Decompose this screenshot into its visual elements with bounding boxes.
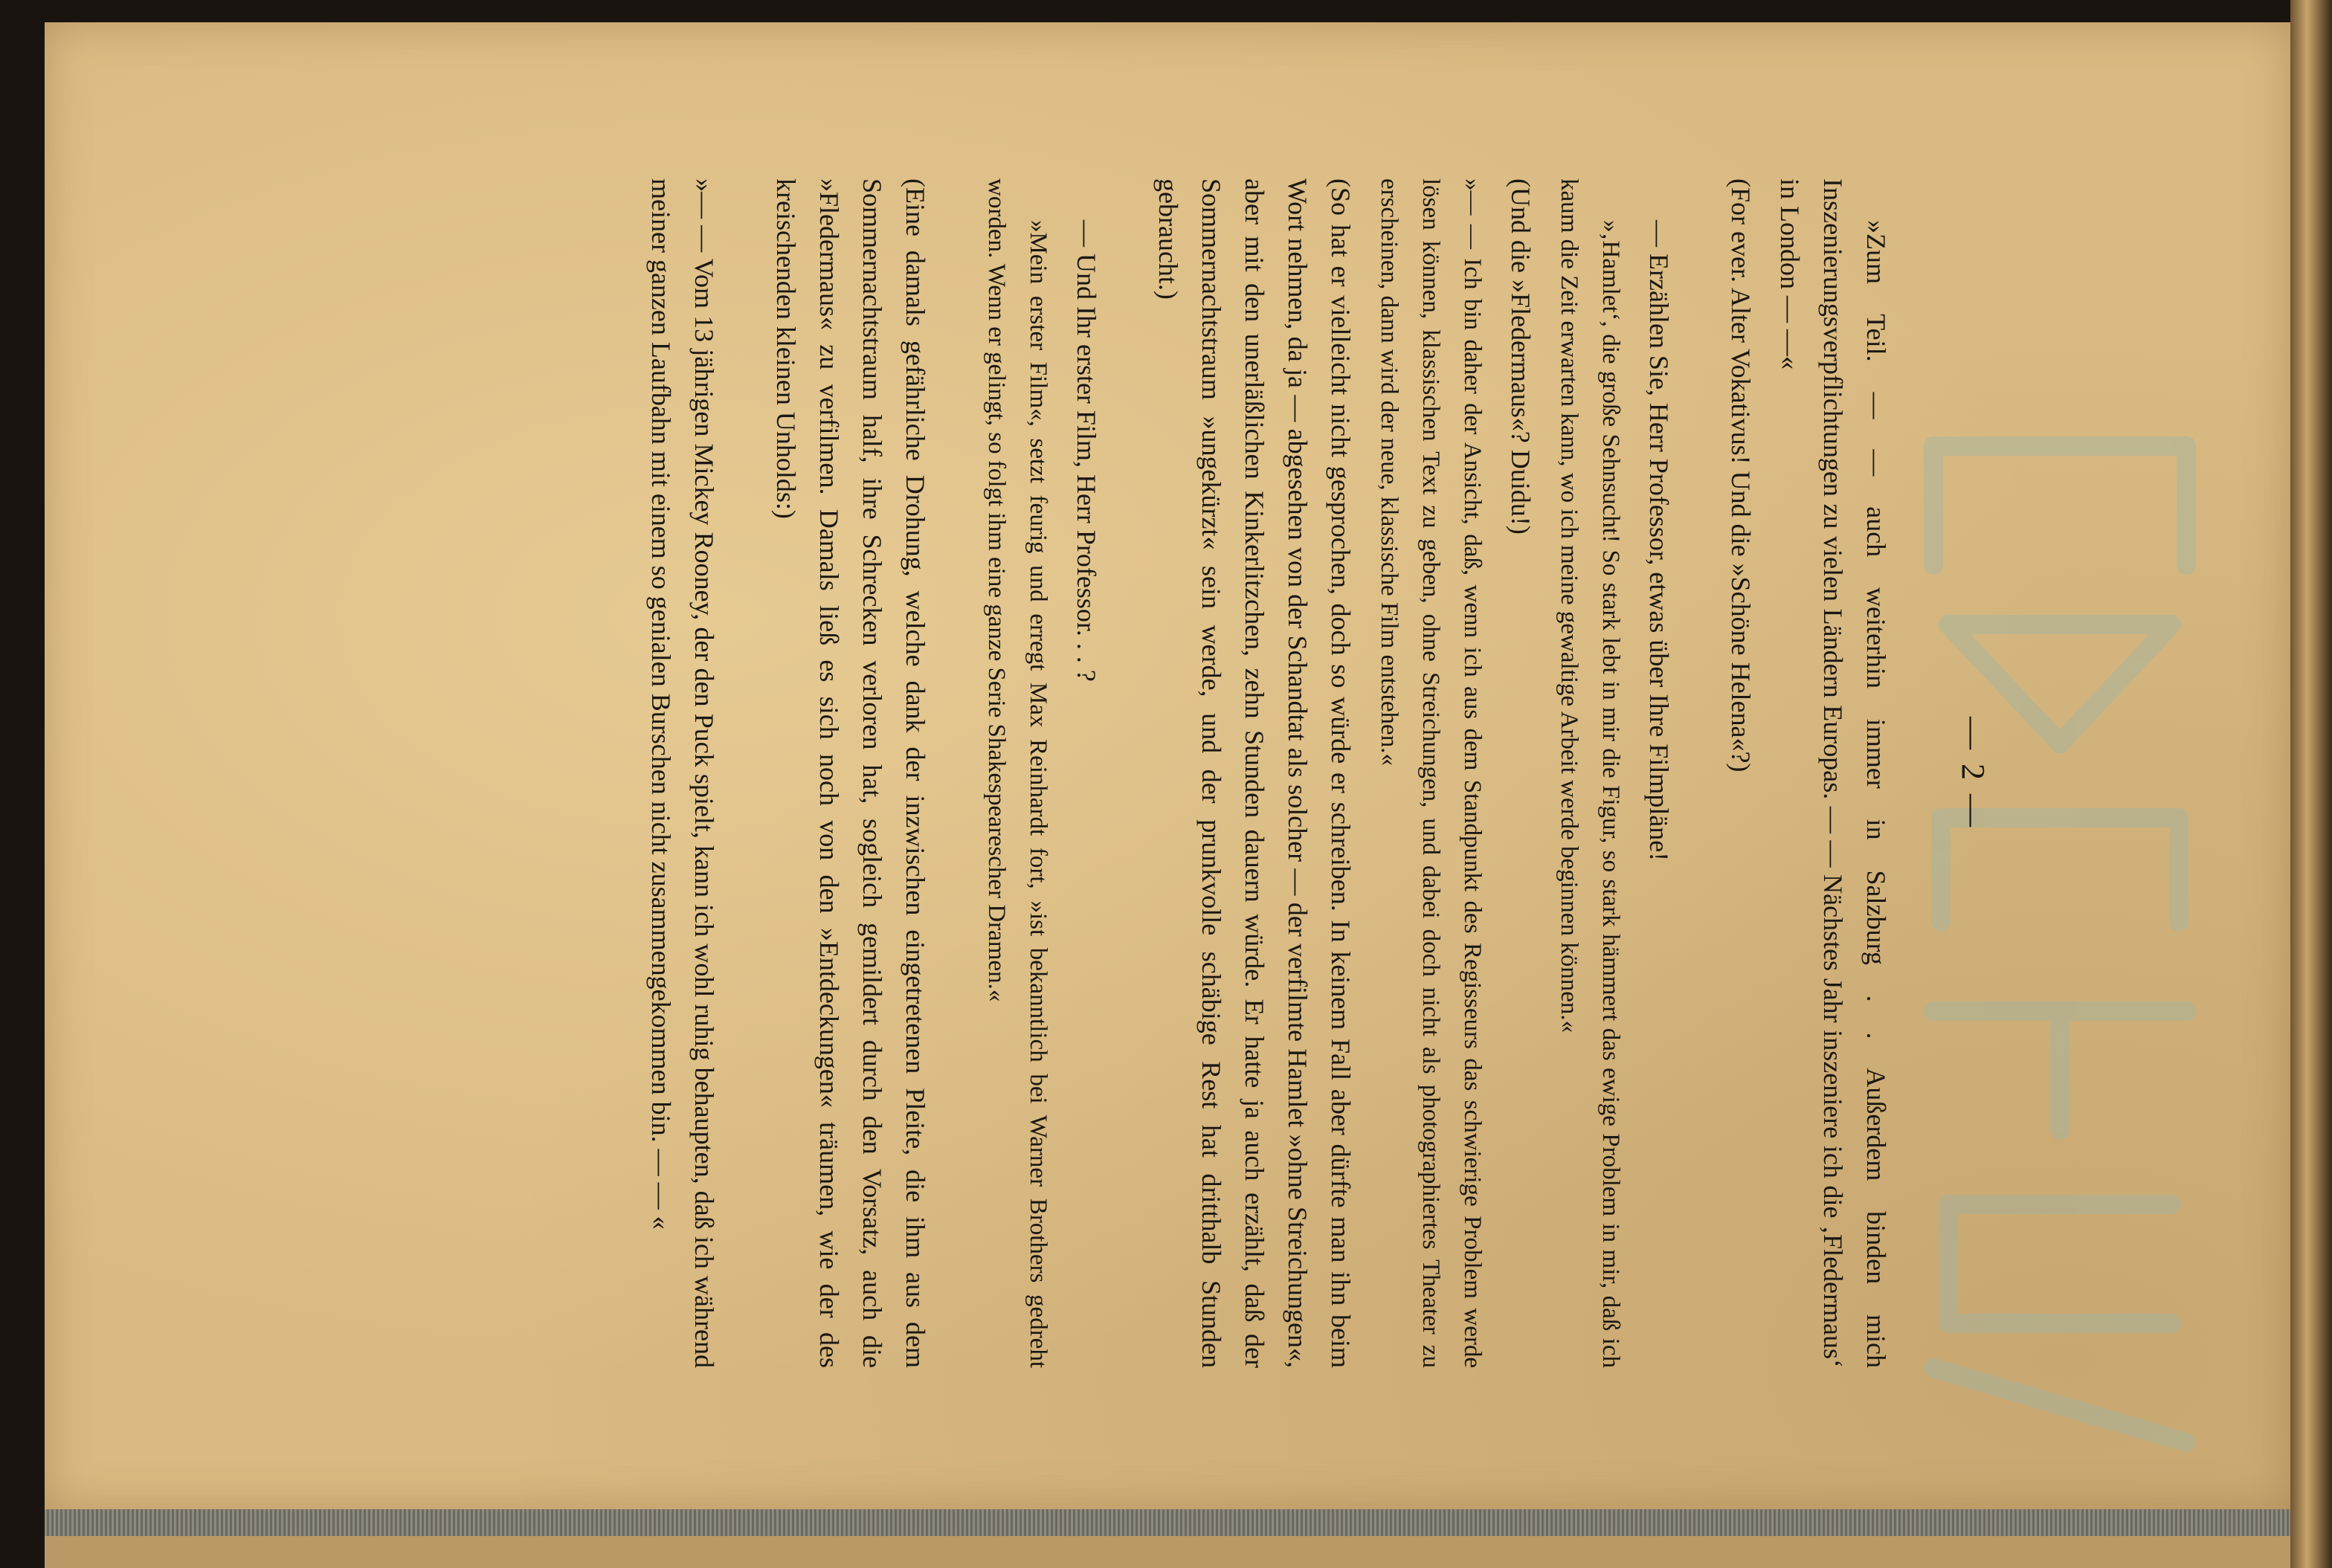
paragraph: (Eine damals gefährliche Drohung, welche dank der inzwischen eingetretenen Pleite, die ihm aus dem Sommernachtstraum half, ihre Schrecken verloren hat, sogleich gemildert durch den Vorsatz, auch die »Fledermaus« zu verfilmen. Damals ließ es sich noch von den »Entdeckungen« träumen, wie der des kreischenden kleinen Unholds:) [771,178,930,1368]
paragraph: (So hat er vielleicht nicht gesprochen, doch so würde er schreiben. In keinem Fall aber dürfte man ihn beim Wort nehmen, da ja — abgesehen von der Schandtat als solcher — der verfilmte Hamlet »ohne Streichungen«, aber mit den unerläßlichen Kinkerlitzchen, zehn Stunden dauern würde. Er hatte ja auch erzählt, daß der Sommernachtstraum »ungekürzt« sein werde, und der prunkvolle schäbige Rest hat dritthalb Stunden gebraucht.) [1153,178,1356,1368]
paragraph: — Erzählen Sie, Herr Professor, etwas über Ihre Filmpläne! [1644,220,1674,862]
book-binding [2290,0,2332,1568]
paragraph: »— — Vom 13 jährigen Mickey Rooney, der den Puck spielt, kann ich wohl ruhig behaupten, daß ich während meiner ganzen Laufbahn mit einem so genialen Burschen nicht zusammengekommen bin. — — « [646,178,719,1368]
paragraph: »‚Hamlet‘, die große Sehnsucht! So stark lebt in mir die Figur, so stark hämmert das ewige Problem in mir, daß ich kaum die Zeit erwarten kann, wo ich meine gewaltige Arbeit werde beginnen können.« [1556,178,1624,1368]
paragraph: »Zum Teil. — — auch weiterhin immer in Salzburg . . Außerdem binden mich Inszenierungsverpflichtungen zu vielen Ländern Europas. — — Nächstes Jahr inszeniere ich die ‚Fledermaus‘ in London — —« [1775,178,1891,1368]
page-edge [45,1509,2290,1568]
rotated-text-block [358,178,1994,1368]
paragraph: »— — Ich bin daher der Ansicht, daß, wenn ich aus dem Standpunkt des Regisseurs das schwierige Problem werde lösen können, klassischen Text zu geben, ohne Streichungen, und dabei doch nicht als photographiertes Theater zu erscheinen, dann wird der neue, klassische Film entstehen.« [1376,178,1486,1368]
page-number: — 2 — [1955,717,1991,830]
paragraph: (For ever. Alter Vokativus! Und die »Schöne Helena«?) [1726,178,1756,772]
paragraph: — Und Ihr erster Film, Herr Professor. . . ? [1072,220,1101,682]
paragraph: (Und die »Fledermaus«? Duidu!) [1506,178,1536,535]
paragraph: »Mein erster Film«, setzt feurig und erregt Max Reinhardt fort, »ist bekanntlich bei Warner Brothers gedreht worden. Wenn er gelingt, so folgt ihm eine ganze Serie Shakespearescher Dramen.« [983,178,1051,1368]
